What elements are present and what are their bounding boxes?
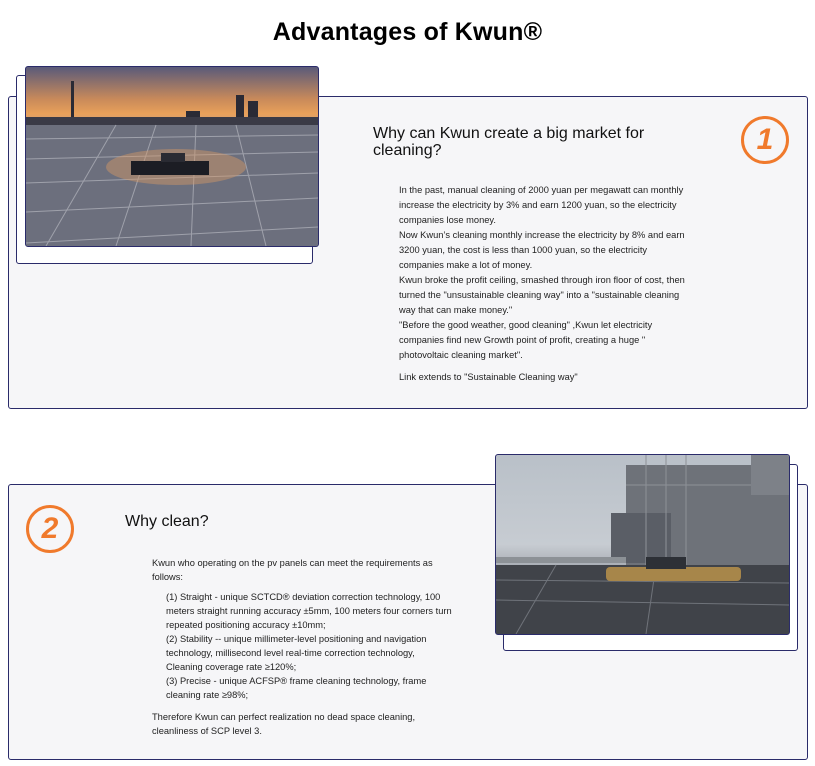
section-2-body — [152, 556, 452, 738]
cleaning-robot-rooftop-illustration — [496, 455, 789, 634]
section-2-conclusion: Therefore Kwun can perfect realization no dead space cleaning, cleanliness of SCP level 3. — [152, 712, 416, 736]
section-1-body — [399, 183, 694, 385]
list-item: (2) Stability -- unique millimeter-level positioning and navigation technology, millisecond level real-time correction technology, Cleaning coverage rate ≥120%; — [166, 634, 427, 672]
section-1-paragraph: Now Kwun’s cleaning monthly increase the electricity by 8% and earn 3200 yuan, the cost is less than 1000 yuan, so the electricity companies make a lot of money. — [399, 230, 685, 270]
cleaning-robot-rooftop-photo — [495, 454, 790, 635]
number-1-badge: 1 — [741, 116, 789, 164]
requirements-list — [152, 590, 452, 702]
section-2-intro: Kwun who operating on the pv panels can meet the requirements as follows: — [152, 558, 433, 582]
number-2-badge: 2 — [26, 505, 74, 553]
sustainable-cleaning-link[interactable]: Link extends to "Sustainable Cleaning way" — [399, 372, 578, 382]
section-1-paragraph: In the past, manual cleaning of 2000 yuan per megawatt can monthly increase the electricity by 3% and earn 1200 yuan, so the electricity companies lose money. — [399, 185, 684, 225]
solar-panel-sunset-illustration — [26, 67, 318, 246]
section-1-title: Why can Kwun create a big market for cleaning? — [373, 125, 645, 159]
page-title: Advantages of Kwun® — [272, 18, 543, 46]
list-item: (3) Precise - unique ACFSP® frame cleaning technology, frame cleaning rate ≥98%; — [166, 676, 427, 700]
list-item: (1) Straight - unique SCTCD® deviation correction technology, 100 meters straight running accuracy ±5mm, 100 meters four corners turn repeated positioning accuracy ±10mm; — [166, 592, 452, 630]
solar-panel-sunset-photo — [25, 66, 319, 247]
section-1-paragraph: Kwun broke the profit ceiling, smashed through iron floor of cost, then turned the "unsustainable cleaning way" into a "sustainable cleaning way that can make money." — [399, 275, 685, 315]
section-1-paragraph: "Before the good weather, good cleaning" ,Kwun let electricity companies find new Growth point of profit, creating a huge " photovoltaic cleaning market". — [399, 320, 653, 360]
section-2-title: Why clean? — [125, 513, 209, 530]
